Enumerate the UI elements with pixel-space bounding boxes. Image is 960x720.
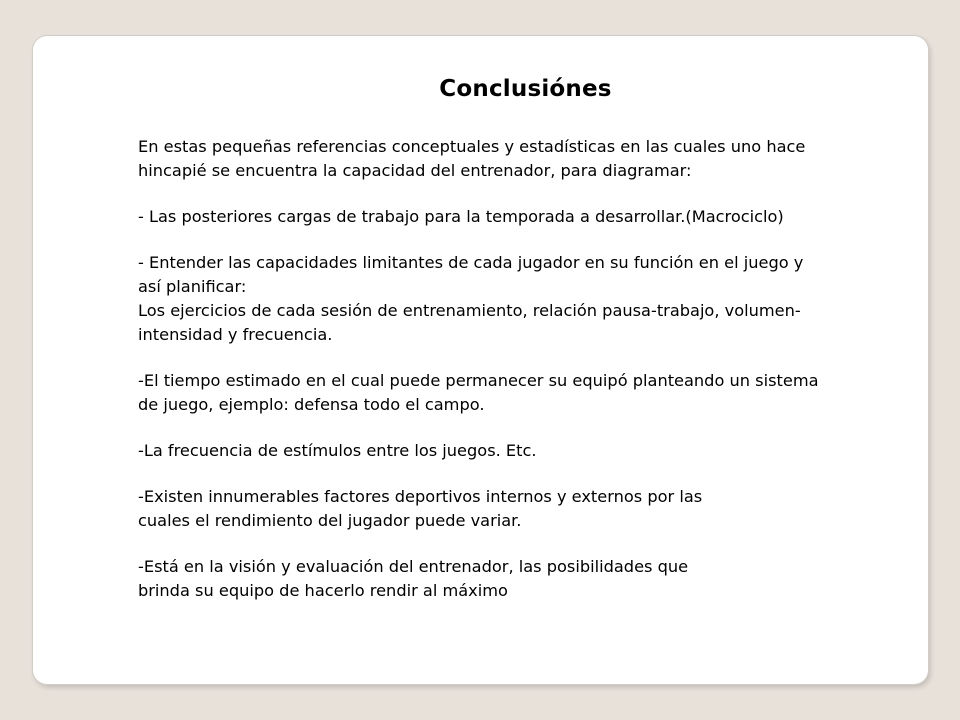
text-line: - Las posteriores cargas de trabajo para la temporada a desarrollar.(Macrociclo) [138,207,784,226]
slide-body [138,135,828,625]
text-line: así planificar: [138,277,247,296]
text-line: -El tiempo estimado en el cual puede permanecer su equipó planteando un sistema [138,371,819,390]
text-line: -Está en la visión y evaluación del entrenador, las posibilidades que [138,557,689,576]
text-line: -Existen innumerables factores deportivos internos y externos por las [138,487,703,506]
text-line: hincapié se encuentra la capacidad del entrenador, para diagramar: [138,161,692,180]
paragraph-intro [138,135,828,183]
text-line: -La frecuencia de estímulos entre los juegos. Etc. [138,441,537,460]
text-line: En estas pequeñas referencias conceptuales y estadísticas en las cuales uno hace [138,137,806,156]
paragraph-vision [138,555,828,603]
text-line: intensidad y frecuencia. [138,325,333,344]
text-line: de juego, ejemplo: defensa todo el campo. [138,395,485,414]
paragraph-capacidades [138,251,828,347]
paragraph-frecuencia [138,439,828,463]
text-line: brinda su equipo de hacerlo rendir al máximo [138,581,508,600]
paragraph-factores [138,485,828,533]
text-line: cuales el rendimiento del jugador puede variar. [138,511,522,530]
paragraph-macrociclo [138,205,828,229]
slide-title: Conclusiónes [439,76,612,102]
text-line: Los ejercicios de cada sesión de entrenamiento, relación pausa-trabajo, volumen- [138,301,801,320]
slide-card [33,36,928,684]
paragraph-tiempo [138,369,828,417]
text-line: - Entender las capacidades limitantes de cada jugador en su función en el juego y [138,253,804,272]
